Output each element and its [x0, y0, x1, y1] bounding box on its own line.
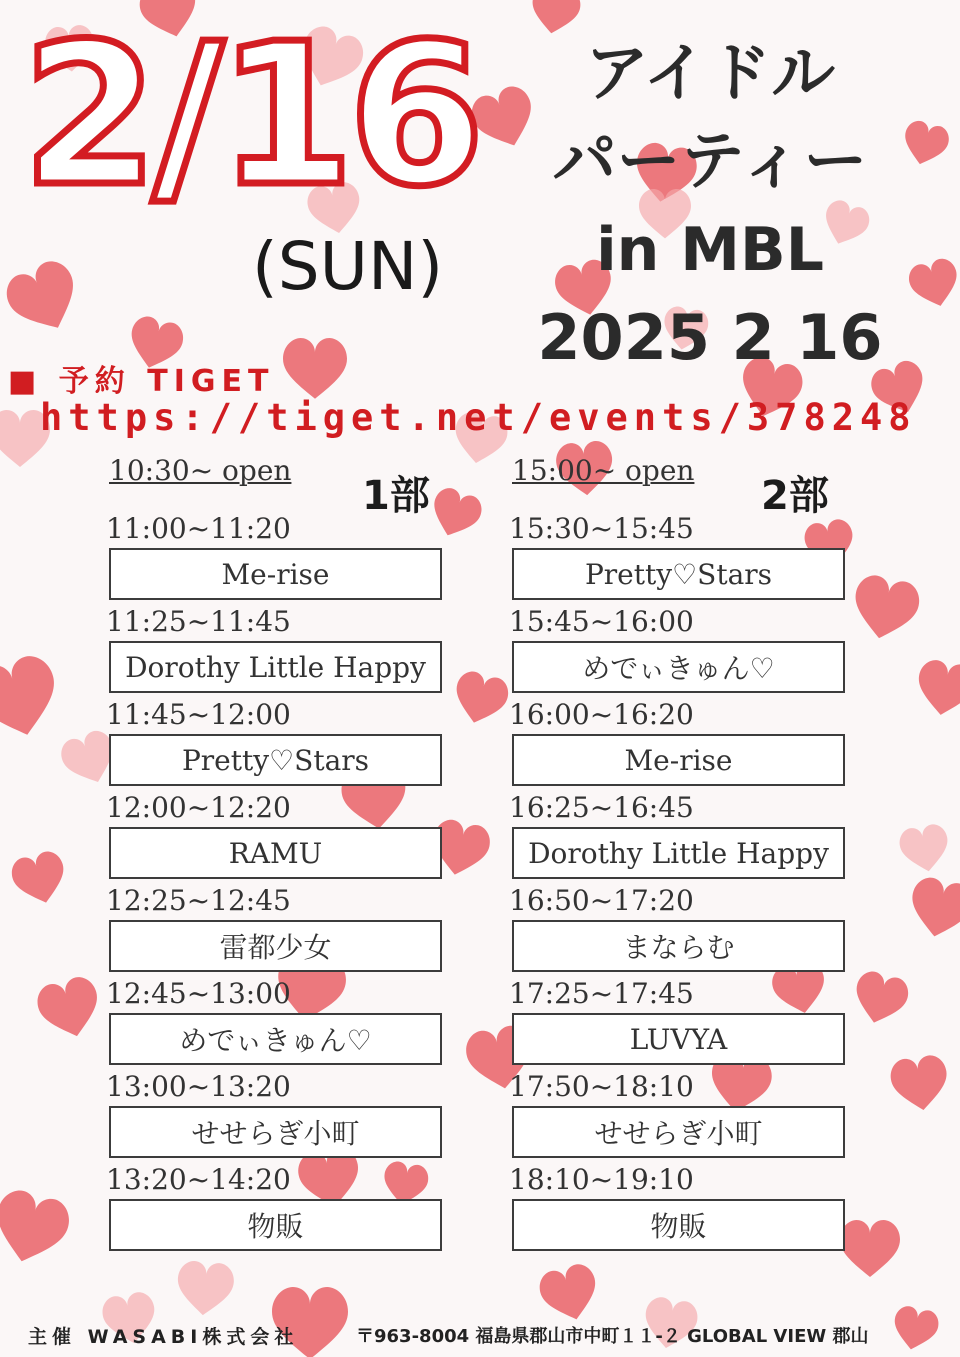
slot-time: 11:45~12:00: [106, 698, 291, 731]
slot-time: 13:00~13:20: [106, 1070, 291, 1103]
slot-time: 15:45~16:00: [509, 605, 694, 638]
timetable-slot: [104, 512, 449, 605]
slot-time: 16:50~17:20: [509, 884, 694, 917]
part1-open-time: 10:30~ open: [109, 454, 292, 487]
slot-time: 11:25~11:45: [106, 605, 291, 638]
heart-decoration: [0, 651, 66, 745]
slot-performer: Dorothy Little Happy: [512, 827, 845, 879]
event-date: 2/16: [22, 2, 479, 230]
heart-decoration: [888, 1053, 951, 1113]
heart-decoration: [848, 572, 923, 645]
slot-performer: LUVYA: [512, 1013, 845, 1065]
reservation-url-link[interactable]: https://tiget.net/events/378248: [40, 396, 917, 439]
heart-decoration: [8, 848, 71, 909]
heart-decoration: [906, 256, 960, 312]
heart-decoration: [283, 338, 347, 399]
reservation-label: ■ 予約 TIGET: [8, 364, 275, 399]
title-line-3: in MBL: [596, 215, 824, 285]
slot-time: 15:30~15:45: [509, 512, 694, 545]
heart-decoration: [905, 874, 960, 942]
heart-decoration: [0, 255, 89, 342]
organizer-text: 主催 WASABI株式会社: [28, 1326, 299, 1348]
slot-time: 17:25~17:45: [509, 977, 694, 1010]
timetable-slot: [507, 512, 852, 605]
slot-time: 16:00~16:20: [509, 698, 694, 731]
title-line-4: 2025 2 16: [537, 301, 883, 374]
heart-decoration: [899, 118, 952, 170]
heart-decoration: [33, 973, 106, 1044]
heart-decoration: [0, 1186, 74, 1271]
slot-performer: Me-rise: [109, 548, 442, 600]
venue-address: 〒963-8004 福島県郡山市中町１１-２ GLOBAL VIEW 郡山: [356, 1326, 869, 1347]
slot-performer: 物販: [109, 1199, 442, 1251]
timetable-slot: [104, 698, 449, 791]
timetable-slot: [507, 1163, 852, 1256]
heart-decoration: [175, 1260, 235, 1318]
timetable-slot: [104, 977, 449, 1070]
slot-performer: Pretty♡Stars: [512, 548, 845, 600]
title-line-2: パーティー: [552, 125, 868, 199]
slot-performer: Dorothy Little Happy: [109, 641, 442, 693]
slot-time: 12:25~12:45: [106, 884, 291, 917]
slot-time: 11:00~11:20: [106, 512, 291, 545]
part2-open-time: 15:00~ open: [512, 454, 695, 487]
heart-decoration: [913, 658, 960, 720]
heart-decoration: [897, 822, 952, 875]
slot-performer: Me-rise: [512, 734, 845, 786]
timetable-slot: [507, 1070, 852, 1163]
slot-time: 12:45~13:00: [106, 977, 291, 1010]
slot-time: 12:00~12:20: [106, 791, 291, 824]
event-day-of-week: (SUN): [252, 228, 444, 305]
slot-performer: 物販: [512, 1199, 845, 1251]
slot-performer: まならむ: [512, 920, 845, 972]
slot-time: 18:10~19:10: [509, 1163, 694, 1196]
slot-performer: RAMU: [109, 827, 442, 879]
slot-time: 16:25~16:45: [509, 791, 694, 824]
timetable-slot: [507, 791, 852, 884]
slot-performer: めでぃきゅん♡: [512, 641, 845, 693]
event-title: [530, 30, 890, 382]
slot-time: 13:20~14:20: [106, 1163, 291, 1196]
slot-performer: 雷都少女: [109, 920, 442, 972]
timetable-slot: [507, 977, 852, 1070]
slot-time: 17:50~18:10: [509, 1070, 694, 1103]
part1-label: 1部: [362, 473, 430, 519]
timetable-slot: [507, 884, 852, 977]
timetable-slot: [104, 884, 449, 977]
part2-label: 2部: [761, 473, 829, 519]
timetable-slot: [104, 1163, 449, 1256]
heart-decoration: [536, 1261, 604, 1327]
heart-decoration: [449, 668, 512, 729]
slot-performer: めでぃきゅん♡: [109, 1013, 442, 1065]
timetable-slot: [104, 1070, 449, 1163]
slot-performer: せせらぎ小町: [512, 1106, 845, 1158]
timetable-slot: [104, 605, 449, 698]
timetable-slot: [507, 698, 852, 791]
title-line-1: アイドル: [584, 37, 836, 111]
timetable-slot: [507, 605, 852, 698]
slot-performer: Pretty♡Stars: [109, 734, 442, 786]
slot-performer: せせらぎ小町: [109, 1106, 442, 1158]
timetable-slot: [104, 791, 449, 884]
heart-decoration: [849, 968, 912, 1029]
heart-decoration: [889, 1304, 941, 1354]
